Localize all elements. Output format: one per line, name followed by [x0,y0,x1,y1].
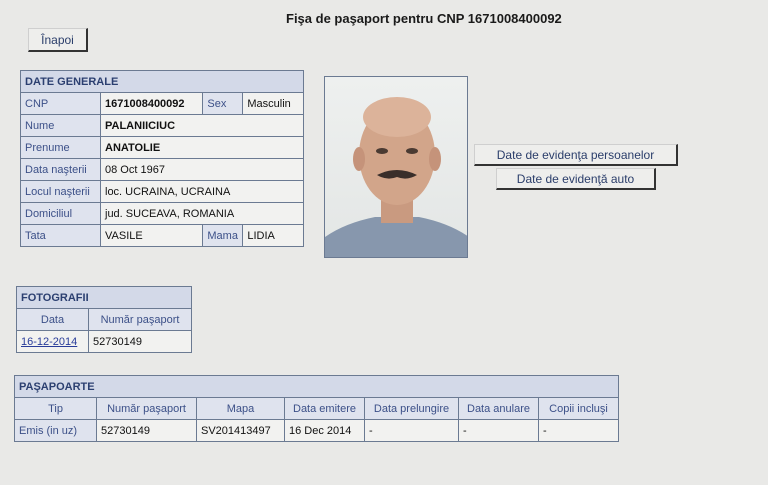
photo-date-link[interactable]: 16-12-2014 [17,331,89,353]
photo-passport-number: 52730149 [89,331,192,353]
passport-extension-date: - [365,420,459,442]
sex-value: Masculin [243,93,304,115]
cnp-value: 1671008400092 [101,93,203,115]
table-row [17,331,192,353]
nume-label: Nume [21,115,101,137]
passports-col-number: Număr paşaport [97,398,197,420]
passports-col-extension-date: Data prelungire [365,398,459,420]
table-row [15,420,619,442]
birth-date-value: 08 Oct 1967 [101,159,304,181]
birth-place-value: loc. UCRAINA, UCRAINA [101,181,304,203]
father-label: Tata [21,225,101,247]
mother-label: Mama [203,225,243,247]
page-title: Fişa de paşaport pentru CNP 1671008400092 [286,11,562,26]
birth-date-label: Data naşterii [21,159,101,181]
passport-number: 52730149 [97,420,197,442]
person-icon [325,77,468,258]
nume-value: PALANIICIUC [101,115,304,137]
father-value: VASILE [101,225,203,247]
auto-records-button[interactable]: Date de evidenţă auto [496,168,656,190]
passports-col-issue-date: Data emitere [285,398,365,420]
photos-col-passport: Număr paşaport [89,309,192,331]
prenume-value: ANATOLIE [101,137,304,159]
person-records-button[interactable]: Date de evidenţa persoanelor [474,144,678,166]
passport-children: - [539,420,619,442]
photos-table [16,286,192,353]
photos-header: FOTOGRAFII [17,287,192,309]
passport-type: Emis (in uz) [15,420,97,442]
passports-col-children: Copii incluşi [539,398,619,420]
passports-col-type: Tip [15,398,97,420]
general-data-header: DATE GENERALE [21,71,304,93]
back-button[interactable]: Înapoi [28,28,88,52]
passport-cancel-date: - [459,420,539,442]
birth-place-label: Locul naşterii [21,181,101,203]
photos-col-date: Data [17,309,89,331]
portrait-photo [324,76,468,258]
prenume-label: Prenume [21,137,101,159]
general-data-table [20,70,304,247]
passports-col-folder: Mapa [197,398,285,420]
mother-value: LIDIA [243,225,304,247]
passports-col-cancel-date: Data anulare [459,398,539,420]
passport-issue-date: 16 Dec 2014 [285,420,365,442]
domicile-label: Domiciliul [21,203,101,225]
cnp-label: CNP [21,93,101,115]
passports-table [14,375,619,442]
sex-label: Sex [203,93,243,115]
domicile-value: jud. SUCEAVA, ROMANIA [101,203,304,225]
passport-folder: SV201413497 [197,420,285,442]
passports-header: PAŞAPOARTE [15,376,619,398]
